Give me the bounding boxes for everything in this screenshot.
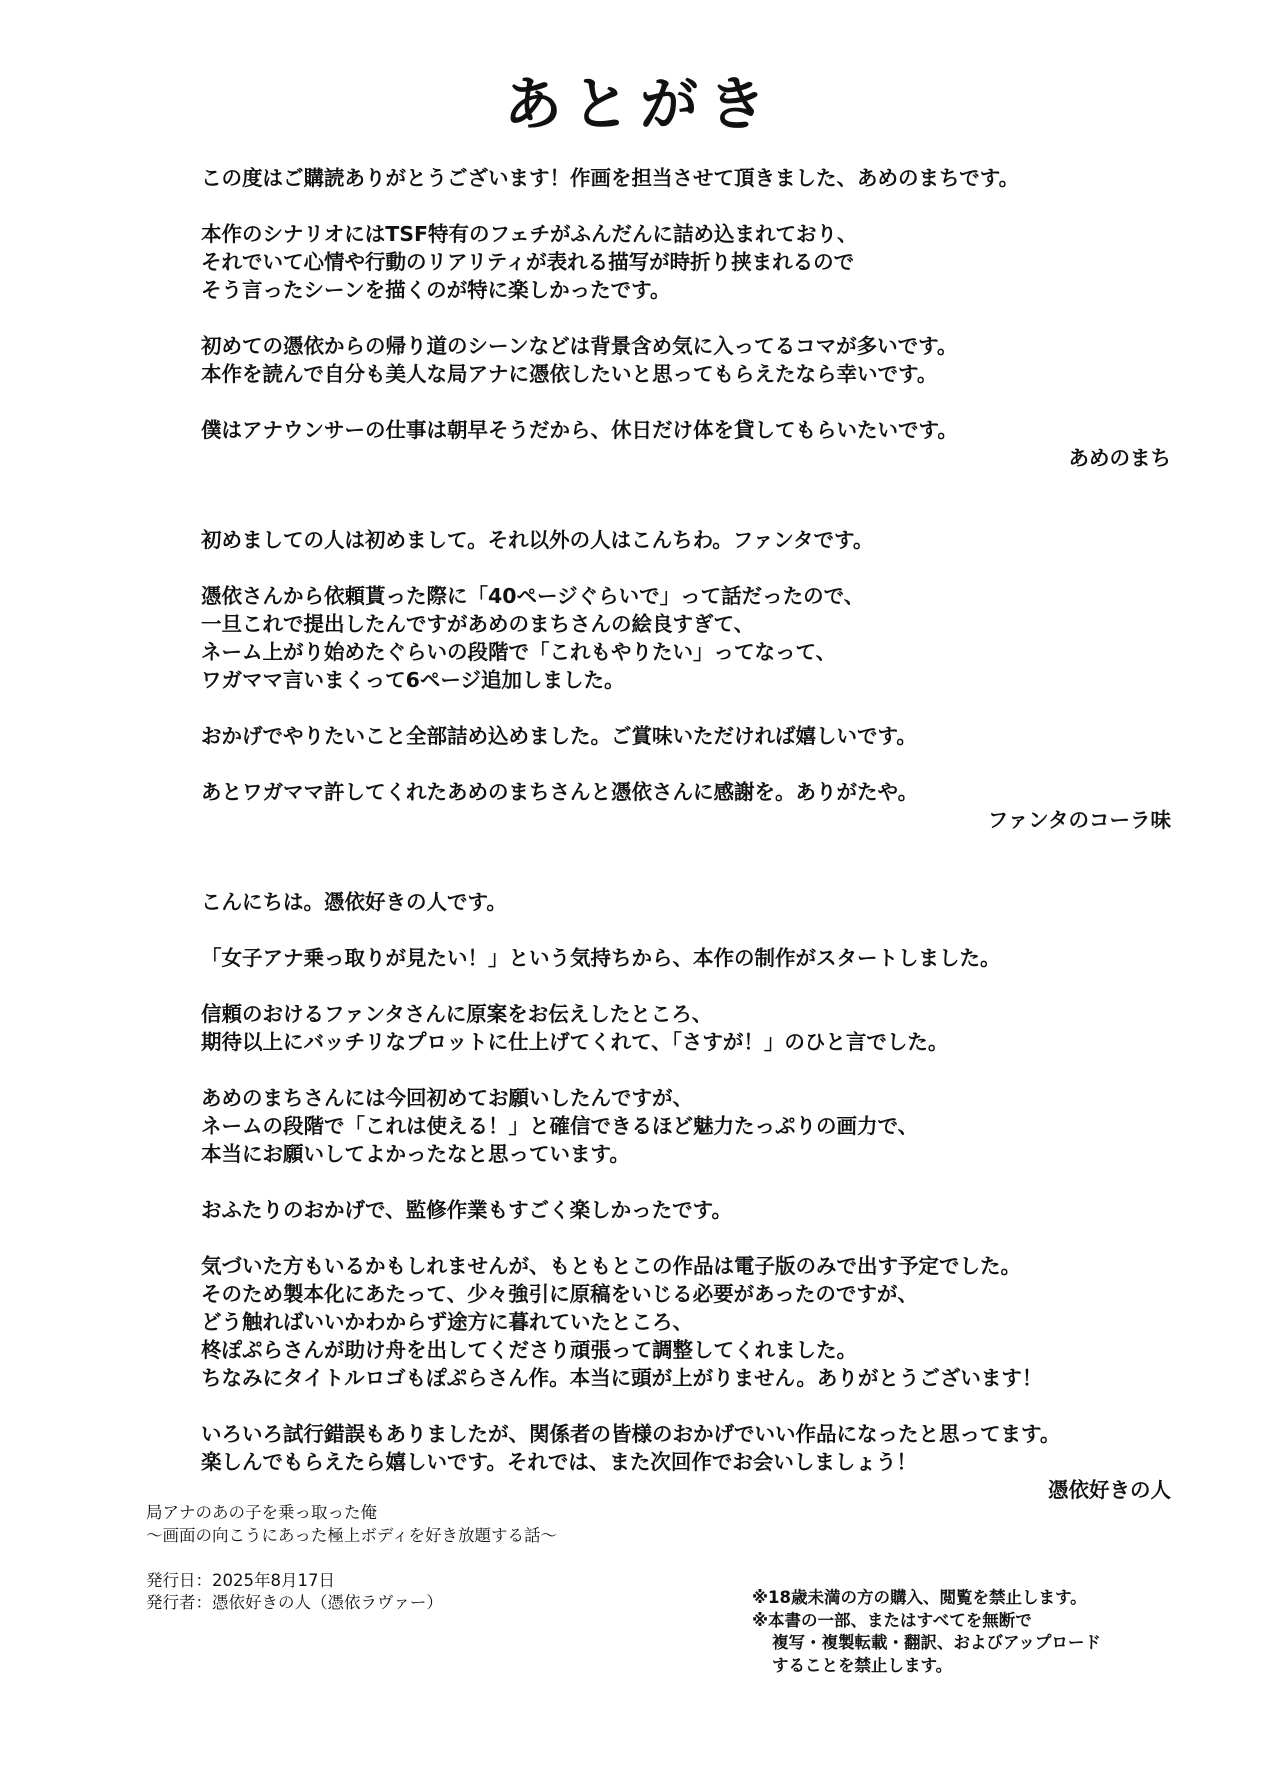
- paragraph: [201, 1084, 1171, 1168]
- text-line: あめのまちさんには今回初めてお願いしたんですが、: [201, 1086, 693, 1110]
- text-line: いろいろ試行錯誤もありましたが、関係者の皆様のおかげでいい作品になったと思ってます。: [201, 1422, 1061, 1446]
- paragraph: [201, 888, 1171, 916]
- text-line: おかげでやりたいこと全部詰め込めました。ご賞味いただければ嬉しいです。: [201, 724, 917, 748]
- paragraph: [201, 1420, 1171, 1476]
- text-line: 本作を読んで自分も美人な局アナに憑依したいと思ってもらえたなら幸いです。: [201, 362, 938, 386]
- paragraph: [201, 582, 1171, 694]
- text-line: 憑依さんから依頼貰った際に「40ページぐらいで」って話だったので、: [201, 584, 865, 608]
- text-line: 初めましての人は初めまして。それ以外の人はこんちわ。ファンタです。: [201, 528, 874, 552]
- text-line: 気づいた方もいるかもしれませんが、もともとこの作品は電子版のみで出す予定でした。: [201, 1254, 1021, 1278]
- text-line: 本作のシナリオにはTSF特有のフェチがふんだんに詰め込まれており、: [201, 222, 858, 246]
- book-title-line1: 局アナのあの子を乗っ取った俺: [146, 1503, 377, 1522]
- paragraph: [201, 220, 1171, 304]
- afterword-section-writer: [201, 526, 1171, 834]
- text-line: あとワガママ許してくれたあめのまちさんと憑依さんに感謝を。ありがたや。: [201, 780, 919, 804]
- text-line: そう言ったシーンを描くのが特に楽しかったです。: [201, 278, 671, 302]
- text-line: ネームの段階で「これは使える！」と確信できるほど魅力たっぷりの画力で、: [201, 1114, 919, 1138]
- paragraph: [201, 332, 1171, 388]
- text-line: 僕はアナウンサーの仕事は朝早そうだから、休日だけ体を貸してもらいたいです。: [201, 418, 958, 442]
- text-line: 本当にお願いしてよかったなと思っています。: [201, 1142, 630, 1166]
- paragraph: [201, 1000, 1171, 1056]
- text-line: おふたりのおかげで、監修作業もすごく楽しかったです。: [201, 1198, 732, 1222]
- text-line: そのため製本化にあたって、少々強引に原稿をいじる必要があったのですが、: [201, 1282, 918, 1306]
- signature-publisher: 憑依好きの人: [1048, 1478, 1171, 1502]
- spacer: [146, 1547, 557, 1570]
- notice-line: することを禁止します。: [772, 1655, 953, 1675]
- notice-line: 複写・複製転載・翻訳、およびアップロード: [772, 1633, 1101, 1652]
- text-line: 初めての憑依からの帰り道のシーンなどは背景含め気に入ってるコマが多いです。: [201, 334, 958, 358]
- paragraph: [201, 778, 1171, 806]
- afterword-section-artist: [201, 164, 1171, 472]
- text-line: こんにちは。憑依好きの人です。: [201, 890, 507, 914]
- paragraph: [201, 1252, 1171, 1392]
- text-line: 楽しんでもらえたら嬉しいです。それでは、また次回作でお会いしましょう！: [201, 1450, 917, 1474]
- text-line: ちなみにタイトルロゴもぽぷらさん作。本当に頭が上がりません。ありがとうございます！: [201, 1366, 1043, 1390]
- text-line: ワガママ言いまくって6ページ追加しました。: [201, 668, 625, 692]
- paragraph: [201, 722, 1171, 750]
- text-line: この度はご購読ありがとうございます！作画を担当させて頂きました、あめのまちです。: [201, 166, 1020, 190]
- publisher: 発行者：憑依好きの人（憑依ラヴァー）: [146, 1593, 443, 1612]
- paragraph: [201, 944, 1171, 972]
- signature-artist: あめのまち: [1068, 446, 1171, 470]
- paragraph: [201, 526, 1171, 554]
- afterword-section-publisher: [201, 888, 1171, 1504]
- legal-notice: [752, 1587, 1101, 1677]
- page-title: あとがき: [503, 70, 776, 138]
- text-line: それでいて心情や行動のリアリティが表れる描写が時折り挟まれるので: [201, 250, 855, 274]
- signature-writer: ファンタのコーラ味: [987, 808, 1171, 832]
- afterword-body: [201, 164, 1171, 1504]
- notice-line: ※18歳未満の方の購入、閲覧を禁止します。: [752, 1588, 1087, 1607]
- issue-date: 発行日：2025年8月17日: [146, 1570, 335, 1590]
- publication-info: [146, 1502, 557, 1615]
- text-line: 一旦これで提出したんですがあめのまちさんの絵良すぎて、: [201, 612, 755, 636]
- text-line: 「女子アナ乗っ取りが見たい！」という気持ちから、本作の制作がスタートしました。: [201, 946, 1001, 970]
- paragraph: [201, 164, 1171, 192]
- text-line: 柊ぽぷらさんが助け舟を出してくださり頑張って調整してくれました。: [201, 1338, 857, 1362]
- text-line: どう触ればいいかわからず途方に暮れていたところ、: [201, 1310, 693, 1334]
- paragraph: [201, 1196, 1171, 1224]
- text-line: ネーム上がり始めたぐらいの段階で「これもやりたい」ってなって、: [201, 640, 837, 664]
- notice-line: ※本書の一部、またはすべてを無断で: [752, 1610, 1032, 1630]
- text-line: 期待以上にバッチリなプロットに仕上げてくれて、「さすが！」のひと言でした。: [201, 1030, 949, 1054]
- book-title-line2: ～画面の向こうにあった極上ボディを好き放題する話～: [146, 1525, 558, 1545]
- text-line: 信頼のおけるファンタさんに原案をお伝えしたところ、: [201, 1002, 713, 1026]
- paragraph: [201, 416, 1171, 444]
